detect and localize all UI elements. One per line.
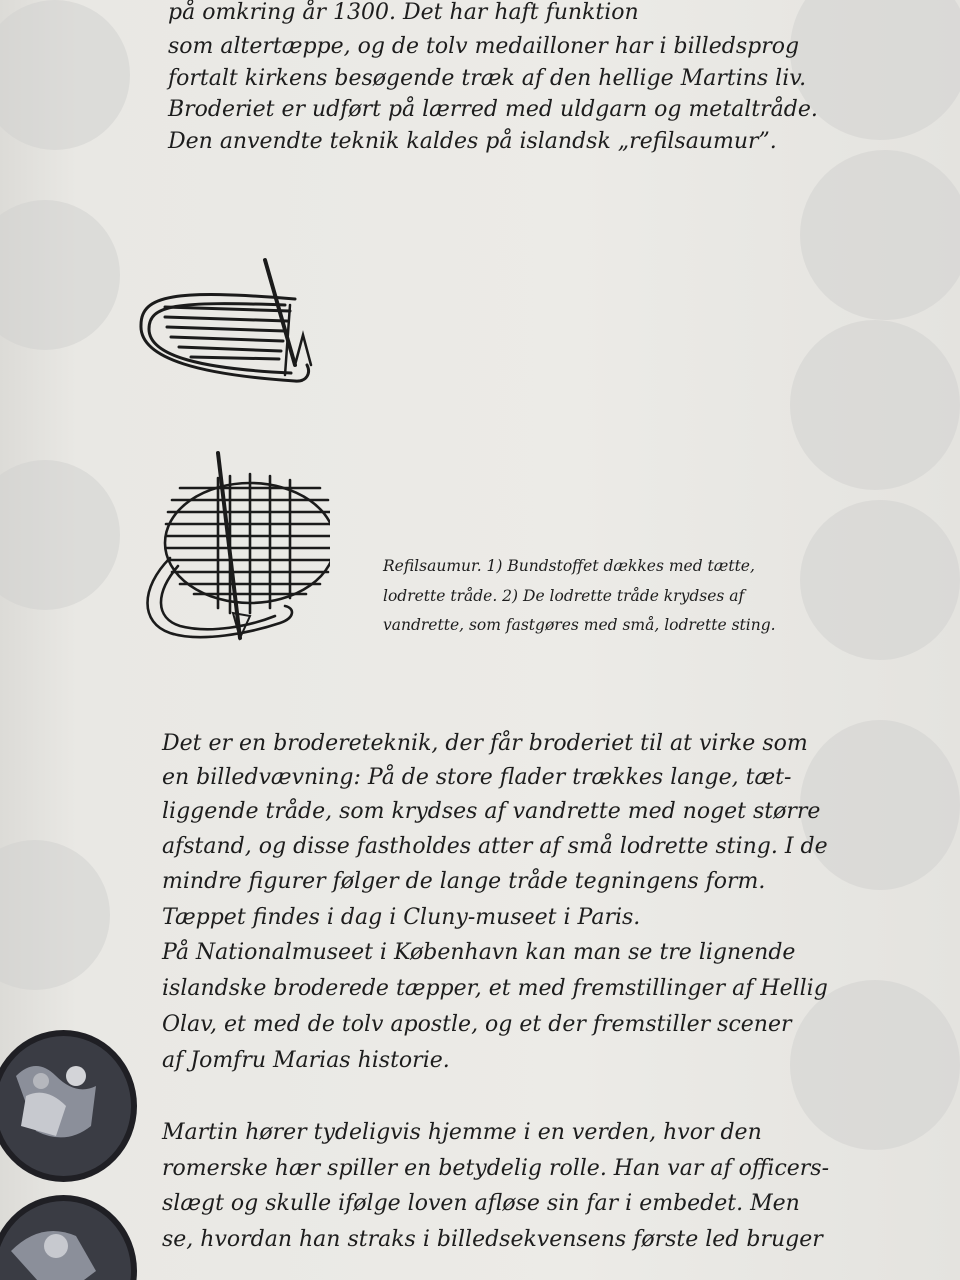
text-line: Martin hører tydeligvis hjemme i en verden, hvor den <box>162 1120 762 1145</box>
caption-line: Refilsaumur. 1) Bundstoffet dækkes med tætte, <box>383 557 755 575</box>
text-line: af Jomfru Marias historie. <box>162 1048 450 1073</box>
stitch-diagram-2 <box>130 448 330 663</box>
text-line: romerske hær spiller en betydelig rolle. Han var af officers- <box>162 1156 830 1181</box>
text-line: Olav, et med de tolv apostle, og et der fremstiller scener <box>162 1012 792 1037</box>
ghost-medallion <box>800 720 960 890</box>
text-line: liggende tråde, som krydses af vandrette med noget større <box>162 799 821 824</box>
text-line: afstand, og disse fastholdes atter af små lodrette sting. I de <box>162 834 828 859</box>
ghost-medallion <box>800 150 960 320</box>
text-line: Broderiet er udført på lærred med uldgarn og metaltråde. <box>168 97 818 122</box>
stitch-diagram-1 <box>135 245 330 395</box>
text-line: Tæppet findes i dag i Cluny-museet i Paris. <box>162 905 641 930</box>
medallion-image <box>0 1195 137 1280</box>
medallion-figures-image <box>0 1036 119 1164</box>
medallion-figures-image <box>0 1201 119 1280</box>
text-line: fortalt kirkens besøgende træk af den hellige Martins liv. <box>168 66 807 91</box>
text-line: Den anvendte teknik kaldes på islandsk „refilsaumur”. <box>168 129 777 154</box>
ghost-medallion <box>0 840 110 990</box>
ghost-medallion <box>790 980 960 1150</box>
text-line: som altertæppe, og de tolv medailloner har i billedsprog <box>168 34 800 59</box>
text-line: islandske broderede tæpper, et med fremstillinger af Hellig <box>162 976 828 1001</box>
text-line: på omkring år 1300. Det har haft funktion <box>168 0 639 25</box>
text-line: en billedvævning: På de store flader trækkes lange, tæt- <box>162 765 792 790</box>
ghost-medallion <box>0 0 130 150</box>
medallion-image <box>0 1030 137 1182</box>
ghost-medallion <box>800 500 960 660</box>
text-line: slægt og skulle ifølge loven afløse sin far i embedet. Men <box>162 1191 800 1216</box>
text-line: mindre figurer følger de lange tråde tegningens form. <box>162 869 766 894</box>
text-line: Det er en brodereteknik, der får broderiet til at virke som <box>162 731 808 756</box>
caption-line: vandrette, som fastgøres med små, lodrette sting. <box>383 616 776 634</box>
ghost-medallion <box>0 460 120 610</box>
ghost-medallion <box>790 320 960 490</box>
text-line: På Nationalmuseet i København kan man se tre lignende <box>162 940 796 965</box>
text-line: se, hvordan han straks i billedsekvensens første led bruger <box>162 1227 823 1252</box>
ghost-medallion <box>0 200 120 350</box>
caption-line: lodrette tråde. 2) De lodrette tråde krydses af <box>383 587 745 605</box>
